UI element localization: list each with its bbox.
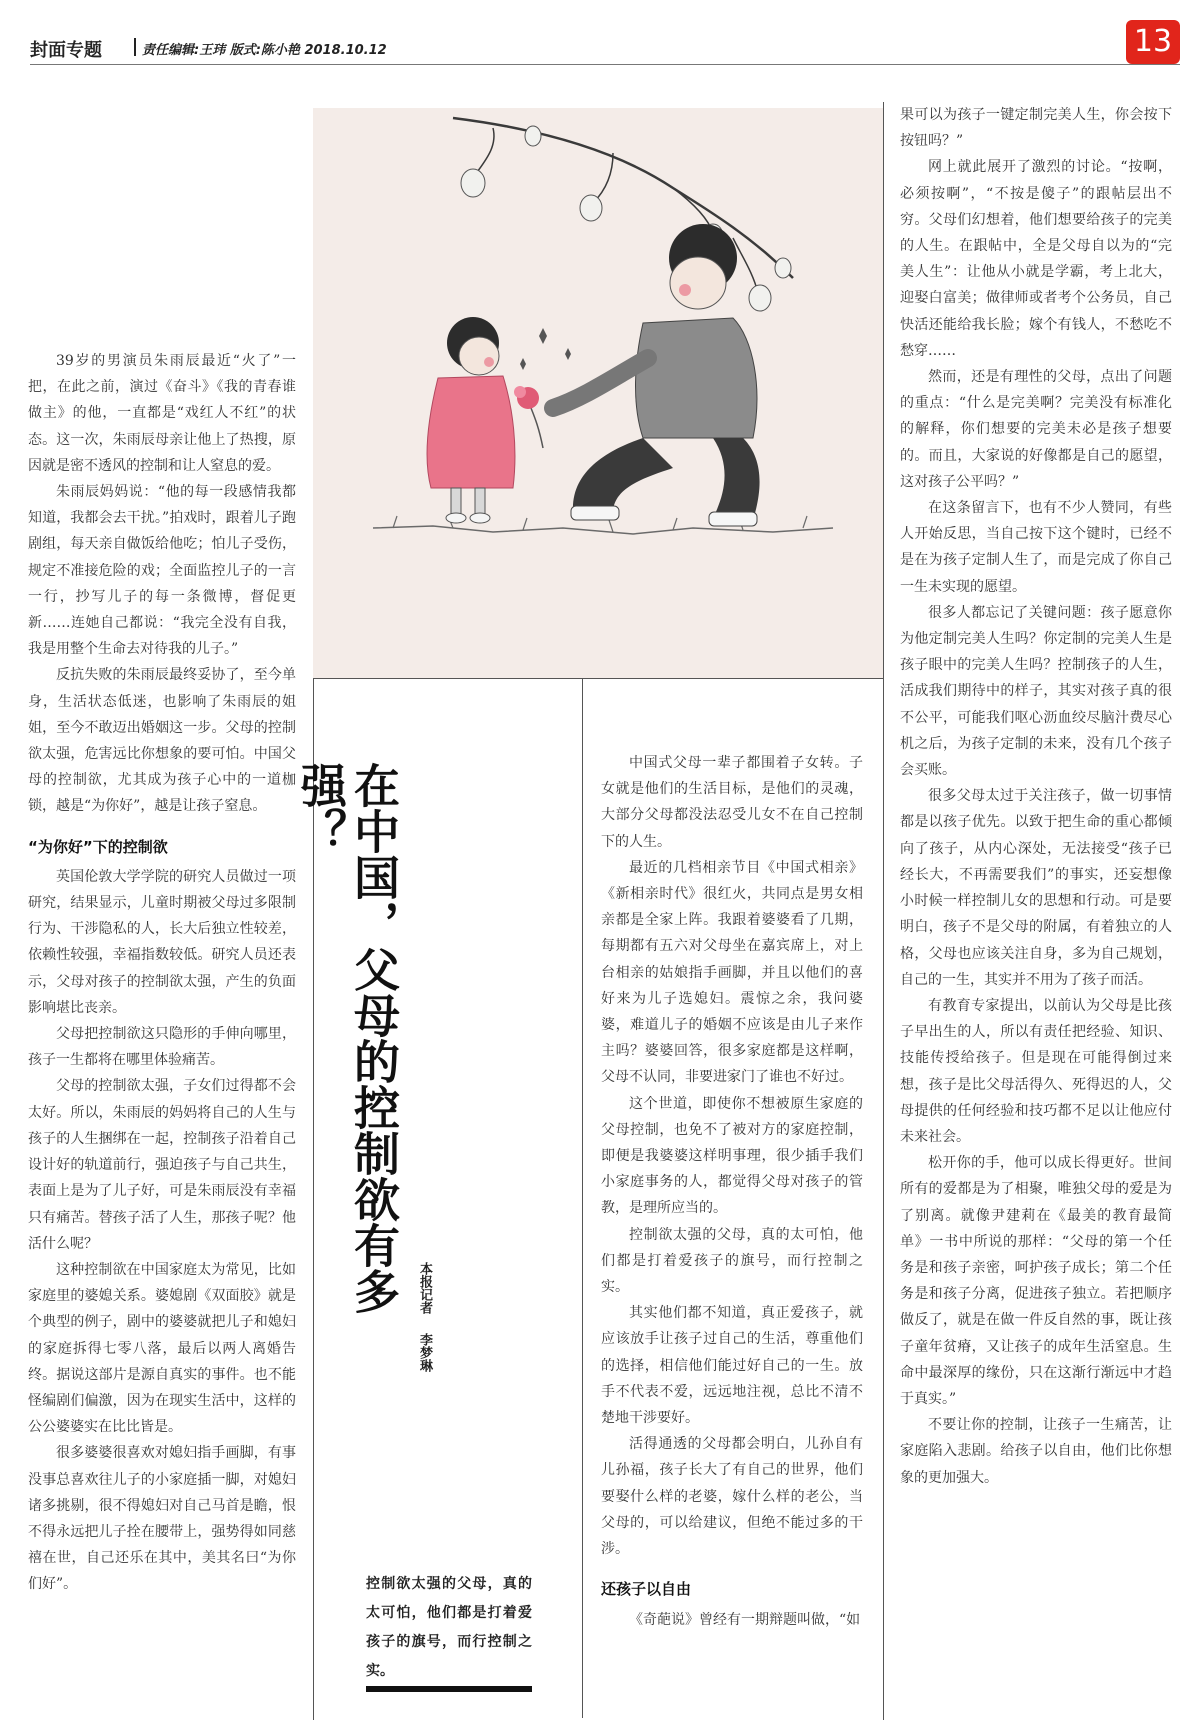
paragraph: 活得通透的父母都会明白，儿孙自有儿孙福，孩子长大了有自己的世界，他们要娶什么样的老婆，嫁什么样的老公，当父母的，可以给建议，但绝不能过多的干涉。 bbox=[601, 1436, 863, 1558]
paragraph: 父母的控制欲太强，子女们过得都不会太好。所以，朱雨辰的妈妈将自己的人生与孩子的人生捆绑在一起，控制孩子沿着自己设计好的轨道前行，强迫孩子与自己共生，表面上是为了儿子好，可是朱雨辰没有幸福只有痛苦。替孩子活了人生，那孩子呢？他活什么呢？ bbox=[28, 1078, 296, 1252]
paragraph: 松开你的手，他可以成长得更好。世间所有的爱都是为了相聚，唯独父母的爱是为了别离。就像尹建莉在《最美的教育最简单》一书中所说的那样：“父母的第一个任务是和孩子亲密，呵护孩子成长；第二个任务是和孩子分离，促进孩子独立。若把顺序做反了，就是在做一件反自然的事，既让孩子童年贫瘠，又让孩子的成年生活窒息。生命中最深厚的缘份，只在这渐行渐远中才趋于真实。” bbox=[900, 1155, 1172, 1407]
paragraph: 这种控制欲在中国家庭太为常见，比如家庭里的婆媳关系。婆媳剧《双面胶》就是个典型的例子，剧中的婆婆就把儿子和媳妇的家庭拆得七零八落，最后以两人离婚告终。据说这部片是源自真实的事件。也不能怪编剧们偏激，因为在现实生活中，这样的公公婆婆实在比比皆是。 bbox=[28, 1261, 296, 1436]
paragraph: 英国伦敦大学学院的研究人员做过一项研究，结果显示，儿童时期被父母过多限制行为、干涉隐私的人，长大后独立性较差，依赖性较强，幸福指数较低。研究人员还表示，父母对孩子的控制欲太强，产生的负面影响堪比丧亲。 bbox=[28, 868, 296, 1016]
paragraph: 《奇葩说》曾经有一期辩题叫做，“如 bbox=[629, 1611, 861, 1628]
father-daughter-illustration bbox=[313, 108, 883, 678]
section-title: 封面专题 bbox=[30, 40, 102, 61]
header-divider bbox=[134, 38, 136, 56]
pull-quote-bar bbox=[366, 1686, 532, 1692]
paragraph: 在这条留言下，也有不少人赞同，有些人开始反思，当自己按下这个键时，已经不是在为孩子定制人生了，而是完成了你自己一生未实现的愿望。 bbox=[900, 500, 1172, 595]
article-headline: 在中国，父母的控制欲有多强？ bbox=[294, 762, 401, 1314]
paragraph: 很多婆婆很喜欢对媳妇指手画脚，有事没事总喜欢往儿子的小家庭插一脚，对媳妇诸多挑剔，很不得媳妇对自己马首是瞻，恨不得永远把儿子拴在腰带上，强势得如同慈禧在世，自己还乐在其中，美其名曰“为你们好”。 bbox=[28, 1445, 296, 1593]
paragraph: 很多人都忘记了关键问题：孩子愿意你为他定制完美人生吗？你定制的完美人生是孩子眼中的完美人生吗？控制孩子的人生，活成我们期待中的样子，其实对孩子真的很不公平，可能我们呕心沥血绞尽脑汁费尽心机之后，为孩子定制的未来，没有几个孩子会买账。 bbox=[900, 604, 1172, 779]
column-middle bbox=[601, 750, 863, 1633]
page-header bbox=[30, 24, 1180, 68]
paragraph: 控制欲太强的父母，真的太可怕，他们都是打着爱孩子的旗号，而行控制之实。 bbox=[601, 1226, 863, 1296]
byline-label: 本报记者 bbox=[417, 1262, 432, 1314]
paragraph: 其实他们都不知道，真正爱孩子，就应该放手让孩子过自己的生活，尊重他们的选择，相信他们能过好自己的一生。放手不代表不爱，远远地注视，总比不清不楚地干涉要好。 bbox=[601, 1305, 863, 1427]
column-left bbox=[28, 348, 296, 1598]
header-rule bbox=[30, 64, 1180, 65]
paragraph: 果可以为孩子一键定制完美人生，你会按下按钮吗？” bbox=[900, 107, 1172, 150]
paragraph: 不要让你的控制，让孩子一生痛苦，让家庭陷入悲剧。给孩子以自由，他们比你想象的更加强大。 bbox=[900, 1417, 1172, 1486]
paragraph: 然而，还是有理性的父母，点出了问题的重点：“什么是完美啊？完美没有标准化的解释，你们想要的完美未必是孩子想要的。而且，大家说的好像都是自己的愿望，这对孩子公平吗？” bbox=[900, 369, 1172, 490]
column-right bbox=[900, 102, 1172, 1491]
column-divider bbox=[582, 678, 583, 1718]
paragraph: 父母把控制欲这只隐形的手伸向哪里，孩子一生都将在哪里体验痛苦。 bbox=[28, 1026, 296, 1069]
paragraph: 最近的几档相亲节目《中国式相亲》《新相亲时代》很红火，共同点是男女相亲都是全家上阵。我跟着婆婆看了几期，每期都有五六对父母坐在嘉宾席上，对上台相亲的姑娘指手画脚，并且以他们的喜好来为儿子选媳妇。震惊之余，我问婆婆，难道儿子的婚姻不应该是由儿子来作主吗？婆婆回答，很多家庭都是这样啊，父母不认同，非要进家门了谁也不好过。 bbox=[601, 859, 863, 1086]
paragraph: 39岁的男演员朱雨辰最近“火了”一把，在此之前，演过《奋斗》《我的青春谁做主》的他，一直都是“戏红人不红”的状态。这一次，朱雨辰母亲让他上了热搜，原因就是密不透风的控制和让人窒息的爱。 bbox=[28, 353, 296, 474]
paragraph: 有教育专家提出，以前认为父母是比孩子早出生的人，所以有责任把经验、知识、技能传授给孩子。但是现在可能得倒过来想，孩子是比父母活得久、死得迟的人，父母提供的任何经验和技巧都不足以让他应付未来社会。 bbox=[900, 997, 1172, 1145]
paragraph: 朱雨辰妈妈说：“他的每一段感情我都知道，我都会去干扰。”拍戏时，跟着儿子跑剧组，每天亲自做饭给他吃；怕儿子受伤，规定不准接危险的戏；全面监控儿子的一言一行，抄写儿子的每一条微博，督促更新……连她自己都说：“我完全没有自我，我是用整个生命去对待我的儿子。” bbox=[28, 484, 296, 658]
byline bbox=[414, 1262, 434, 1462]
paragraph: 反抗失败的朱雨辰最终妥协了，至今单身，生活状态低迷，也影响了朱雨辰的姐姐，至今不敢迈出婚姻这一步。父母的控制欲太强，危害远比你想象的要可怕。中国父母的控制欲，尤其成为孩子心中的一道枷锁，越是“为你好”，越是让孩子窒息。 bbox=[28, 667, 296, 815]
paragraph: 很多父母太过于关注孩子，做一切事情都是以孩子优先。以致于把生命的重心都倾向了孩子，从内心深处，无法接受“孩子已经长大，不再需要我们”的事实，还妄想像小时候一样控制儿女的思想和行动。可是要明白，孩子不是父母的附属，有着独立的人格，父母也应该关注自身，多为自己规划，自己的一生，其实并不用为了孩子而活。 bbox=[900, 788, 1172, 988]
column-divider bbox=[883, 102, 884, 1720]
byline-name: 李梦琳 bbox=[417, 1332, 432, 1372]
subheading: 还孩子以自由 bbox=[601, 1580, 692, 1599]
paragraph: 中国式父母一辈子都围着子女转。子女就是他们的生活目标，是他们的灵魂，大部分父母都没法忍受儿女不在自己控制下的人生。 bbox=[601, 755, 863, 850]
editor-meta: 责任编辑:王玮 版式:陈小艳 2018.10.12 bbox=[142, 43, 387, 58]
subheading: “为你好”下的控制欲 bbox=[28, 837, 168, 856]
paragraph: 这个世道，即使你不想被原生家庭的父母控制，也免不了被对方的家庭控制，即便是我婆婆这样明事理，很少插手我们小家庭事务的人，都觉得父母对孩子的管教，是理所应当的。 bbox=[601, 1095, 863, 1217]
illustration-bottom-rule bbox=[313, 678, 883, 679]
paragraph: 网上就此展开了激烈的讨论。“按啊，必须按啊”，“不按是傻子”的跟帖层出不穷。父母们幻想着，他们想要给孩子的完美的人生。在跟帖中，全是父母自以为的“完美人生”：让他从小就是学霸，考上北大，迎娶白富美；做律师或者考个公务员，自己快活还能给我长脸；嫁个有钱人，不愁吃不愁穿…… bbox=[900, 159, 1172, 359]
page-number-badge: 13 bbox=[1126, 20, 1180, 64]
pull-quote: 控制欲太强的父母，真的太可怕，他们都是打着爱孩子的旗号，而行控制之实。 bbox=[366, 1576, 532, 1679]
